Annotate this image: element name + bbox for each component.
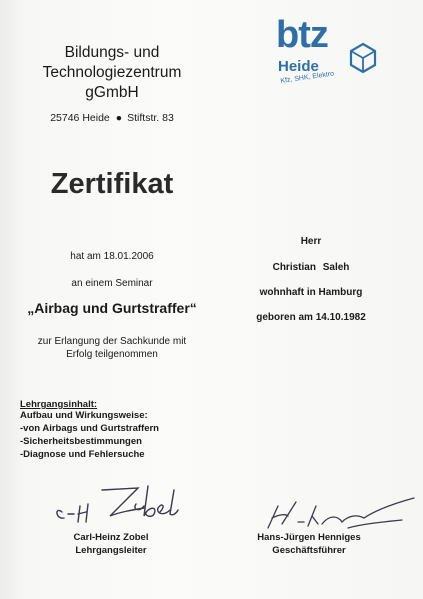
bullet-separator: ●: [115, 112, 123, 124]
issuer-city: 25746 Heide: [50, 112, 110, 124]
course-content-item: Aufbau und Wirkungsweise:: [20, 410, 148, 421]
issuer-name-line2: Technologiezentrum: [42, 64, 182, 81]
issuer-name-line1: Bildungs- und: [64, 44, 160, 61]
course-title: „Airbag und Gurtstraffer“: [27, 300, 197, 316]
signatory-name: Hans-Jürgen Henniges: [257, 532, 361, 543]
btz-logo: [272, 14, 384, 102]
signature-zobel: [40, 476, 190, 532]
logo-tagline: Kfz, SHK, Elektro: [280, 70, 335, 85]
course-content-item: -Diagnose und Fehlersuche: [20, 449, 145, 460]
recipient-name: Christian Saleh: [272, 262, 350, 273]
course-content-heading: Lehrgangsinhalt:: [20, 399, 98, 410]
recipient-residence: wohnhaft in Hamburg: [259, 287, 363, 298]
recipient-birthdate: geboren am 14.10.1982: [256, 312, 366, 323]
hexagon-cube-icon: [348, 42, 378, 74]
signatory-role: Lehrgangsleiter: [75, 545, 147, 556]
issuer-street: Stiftstr. 83: [127, 112, 174, 124]
signatory-role: Geschäftsführer: [272, 545, 346, 556]
recipient-salutation: Herr: [300, 236, 322, 247]
course-content-item: -Sicherheitsbestimmungen: [20, 436, 142, 447]
certificate-title: Zertifikat: [50, 168, 174, 200]
logo-place: Heide: [278, 58, 319, 75]
seminar-line: an einem Seminar: [71, 278, 153, 289]
issuer-name-line3: gGmbH: [85, 84, 139, 101]
logo-wordmark: btz: [276, 14, 328, 56]
course-content-item: -von Airbags und Gurtstraffern: [20, 423, 159, 434]
purpose-line-1: zur Erlangung der Sachkunde mit: [37, 336, 187, 347]
purpose-line-2: Erfolg teilgenommen: [66, 349, 158, 360]
signatory-name: Carl-Heinz Zobel: [73, 532, 149, 543]
issuer-address: [50, 112, 174, 124]
course-date-line: hat am 18.01.2006: [70, 251, 154, 262]
